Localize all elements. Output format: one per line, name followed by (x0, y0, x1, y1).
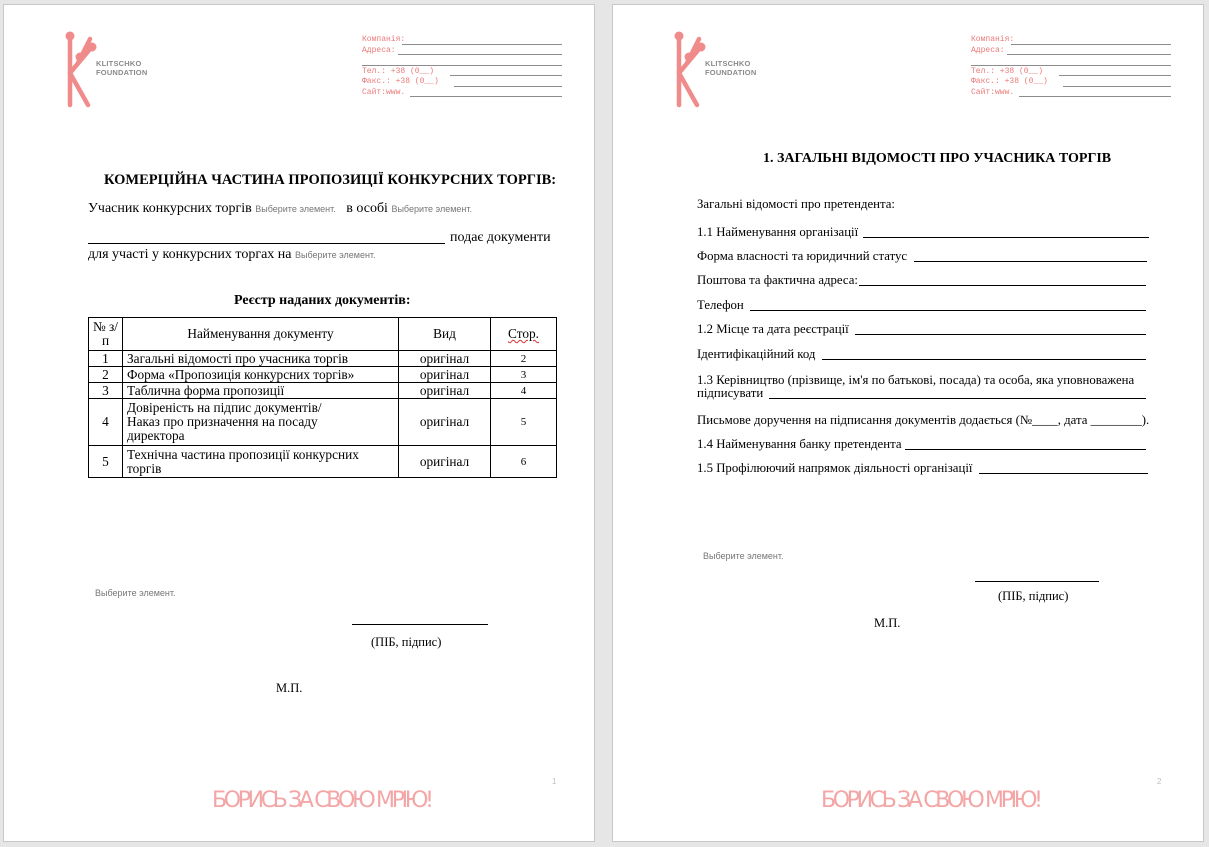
table-header-row (89, 318, 557, 351)
signature-line (975, 581, 1099, 582)
field-activity[interactable] (979, 473, 1148, 474)
field-label-bank: 1.4 Найменування банку претендента (697, 437, 902, 451)
header-contact-fields (971, 35, 1171, 98)
field-label-phone: Телефон (697, 298, 744, 312)
date-placeholder[interactable]: Выберите элемент. (703, 551, 784, 561)
field-label-org-name: 1.1 Найменування організації (697, 225, 859, 239)
svg-text:БОРИСЬ ЗА СВОЮ МРІЮ!: БОРИСЬ ЗА СВОЮ МРІЮ! (821, 788, 1043, 813)
power-of-attorney-line: Письмове доручення на підписання документів додається (№____, дата ________). (697, 413, 1150, 427)
address-label: Адреса: (971, 45, 1005, 55)
website-label: Сайт:www. (971, 87, 1015, 97)
field-label-address: Поштова та фактична адреса: (697, 273, 858, 287)
field-org-name[interactable] (863, 237, 1149, 238)
header-contact-fields (362, 35, 562, 98)
signature-line (352, 624, 488, 625)
field-label-signatory: підписувати (697, 386, 764, 400)
field-label-ownership: Форма власності та юридичний статус (697, 249, 908, 263)
page-number: 1 (552, 777, 557, 786)
field-label-activity: 1.5 Профілюючий напрямок діяльності організації (697, 461, 973, 475)
field-phone[interactable] (750, 310, 1146, 311)
phone-label: Тел.: +38 (0__) (362, 66, 435, 76)
logo-text: KLITSCHKO FOUNDATION (705, 59, 757, 77)
table-row: 3 Таблична форма пропозиції оригінал 4 (89, 383, 557, 399)
date-placeholder[interactable]: Выберите элемент. (95, 588, 176, 598)
col-kind: Вид (399, 318, 491, 351)
signature-caption: (ПІБ, підпис) (371, 635, 442, 649)
table-row: 2 Форма «Пропозиція конкурсних торгів» оригінал 3 (89, 367, 557, 383)
intro-line-3: для участі у конкурсних торгах на Выберите элемент. (88, 247, 376, 262)
tender-placeholder[interactable]: Выберите элемент. (295, 250, 376, 260)
col-number: № з/п (89, 318, 123, 351)
page-title: КОМЕРЦІЙНА ЧАСТИНА ПРОПОЗИЦІЇ КОНКУРСНИХ ТОРГІВ: (104, 172, 557, 188)
field-bank[interactable] (905, 449, 1146, 450)
company-label: Компанія: (362, 35, 406, 44)
address-label: Адреса: (362, 45, 396, 55)
intro-line-1: Учасник конкурсних торгів Выберите элемент. в особі Выберите элемент. (88, 201, 472, 216)
field-label-id-code: Ідентифікаційний код (697, 347, 816, 361)
document-page-2 (612, 4, 1204, 842)
field-registration[interactable] (855, 334, 1146, 335)
form-intro: Загальні відомості про претендента: (697, 197, 895, 211)
field-label-registration: 1.2 Місце та дата реєстрації (697, 322, 849, 336)
field-ownership[interactable] (914, 261, 1147, 262)
slogan-image (212, 781, 442, 815)
representative-placeholder[interactable]: Выберите элемент. (391, 204, 472, 214)
field-id-code[interactable] (822, 359, 1146, 360)
signature-caption: (ПІБ, підпис) (998, 589, 1069, 603)
table-row: 4 Довіреність на підпис документів/ Наказ про призначення на посаду директора оригінал 5 (89, 399, 557, 446)
col-document-name: Найменування документу (123, 318, 399, 351)
registry-title: Реєстр наданих документів: (234, 293, 411, 308)
fax-label: Факс.: +38 (0__) (971, 77, 1048, 86)
logo-text: KLITSCHKO FOUNDATION (96, 59, 148, 77)
bidder-placeholder[interactable]: Выберите элемент. (255, 204, 336, 214)
document-page-1 (3, 4, 595, 842)
fax-label: Факс.: +38 (0__) (362, 77, 439, 86)
page-number: 2 (1157, 777, 1162, 786)
field-signatory[interactable] (769, 398, 1146, 399)
field-address[interactable] (859, 285, 1146, 286)
website-label: Сайт:www. (362, 87, 406, 97)
section-title: 1. ЗАГАЛЬНІ ВІДОМОСТІ ПРО УЧАСНИКА ТОРГІВ (763, 151, 1112, 166)
field-label-management: 1.3 Керівництво (прізвище, ім'я по батькові, посада) та особа, яка уповноважена (697, 373, 1135, 387)
slogan-image (821, 781, 1051, 815)
documents-registry-table (88, 317, 557, 478)
blank-line (88, 243, 445, 244)
stamp-label: М.П. (874, 616, 901, 630)
intro-line-2-end: подає документи (450, 230, 551, 245)
phone-label: Тел.: +38 (0__) (971, 66, 1044, 76)
stamp-label: М.П. (276, 681, 303, 695)
col-page: Стор. (491, 318, 557, 351)
table-row: 5 Технічна частина пропозиції конкурсних торгів оригінал 6 (89, 446, 557, 478)
table-row: 1 Загальні відомості про учасника торгів оригінал 2 (89, 351, 557, 367)
company-label: Компанія: (971, 35, 1015, 44)
svg-text:БОРИСЬ ЗА СВОЮ МРІЮ!: БОРИСЬ ЗА СВОЮ МРІЮ! (212, 788, 434, 813)
